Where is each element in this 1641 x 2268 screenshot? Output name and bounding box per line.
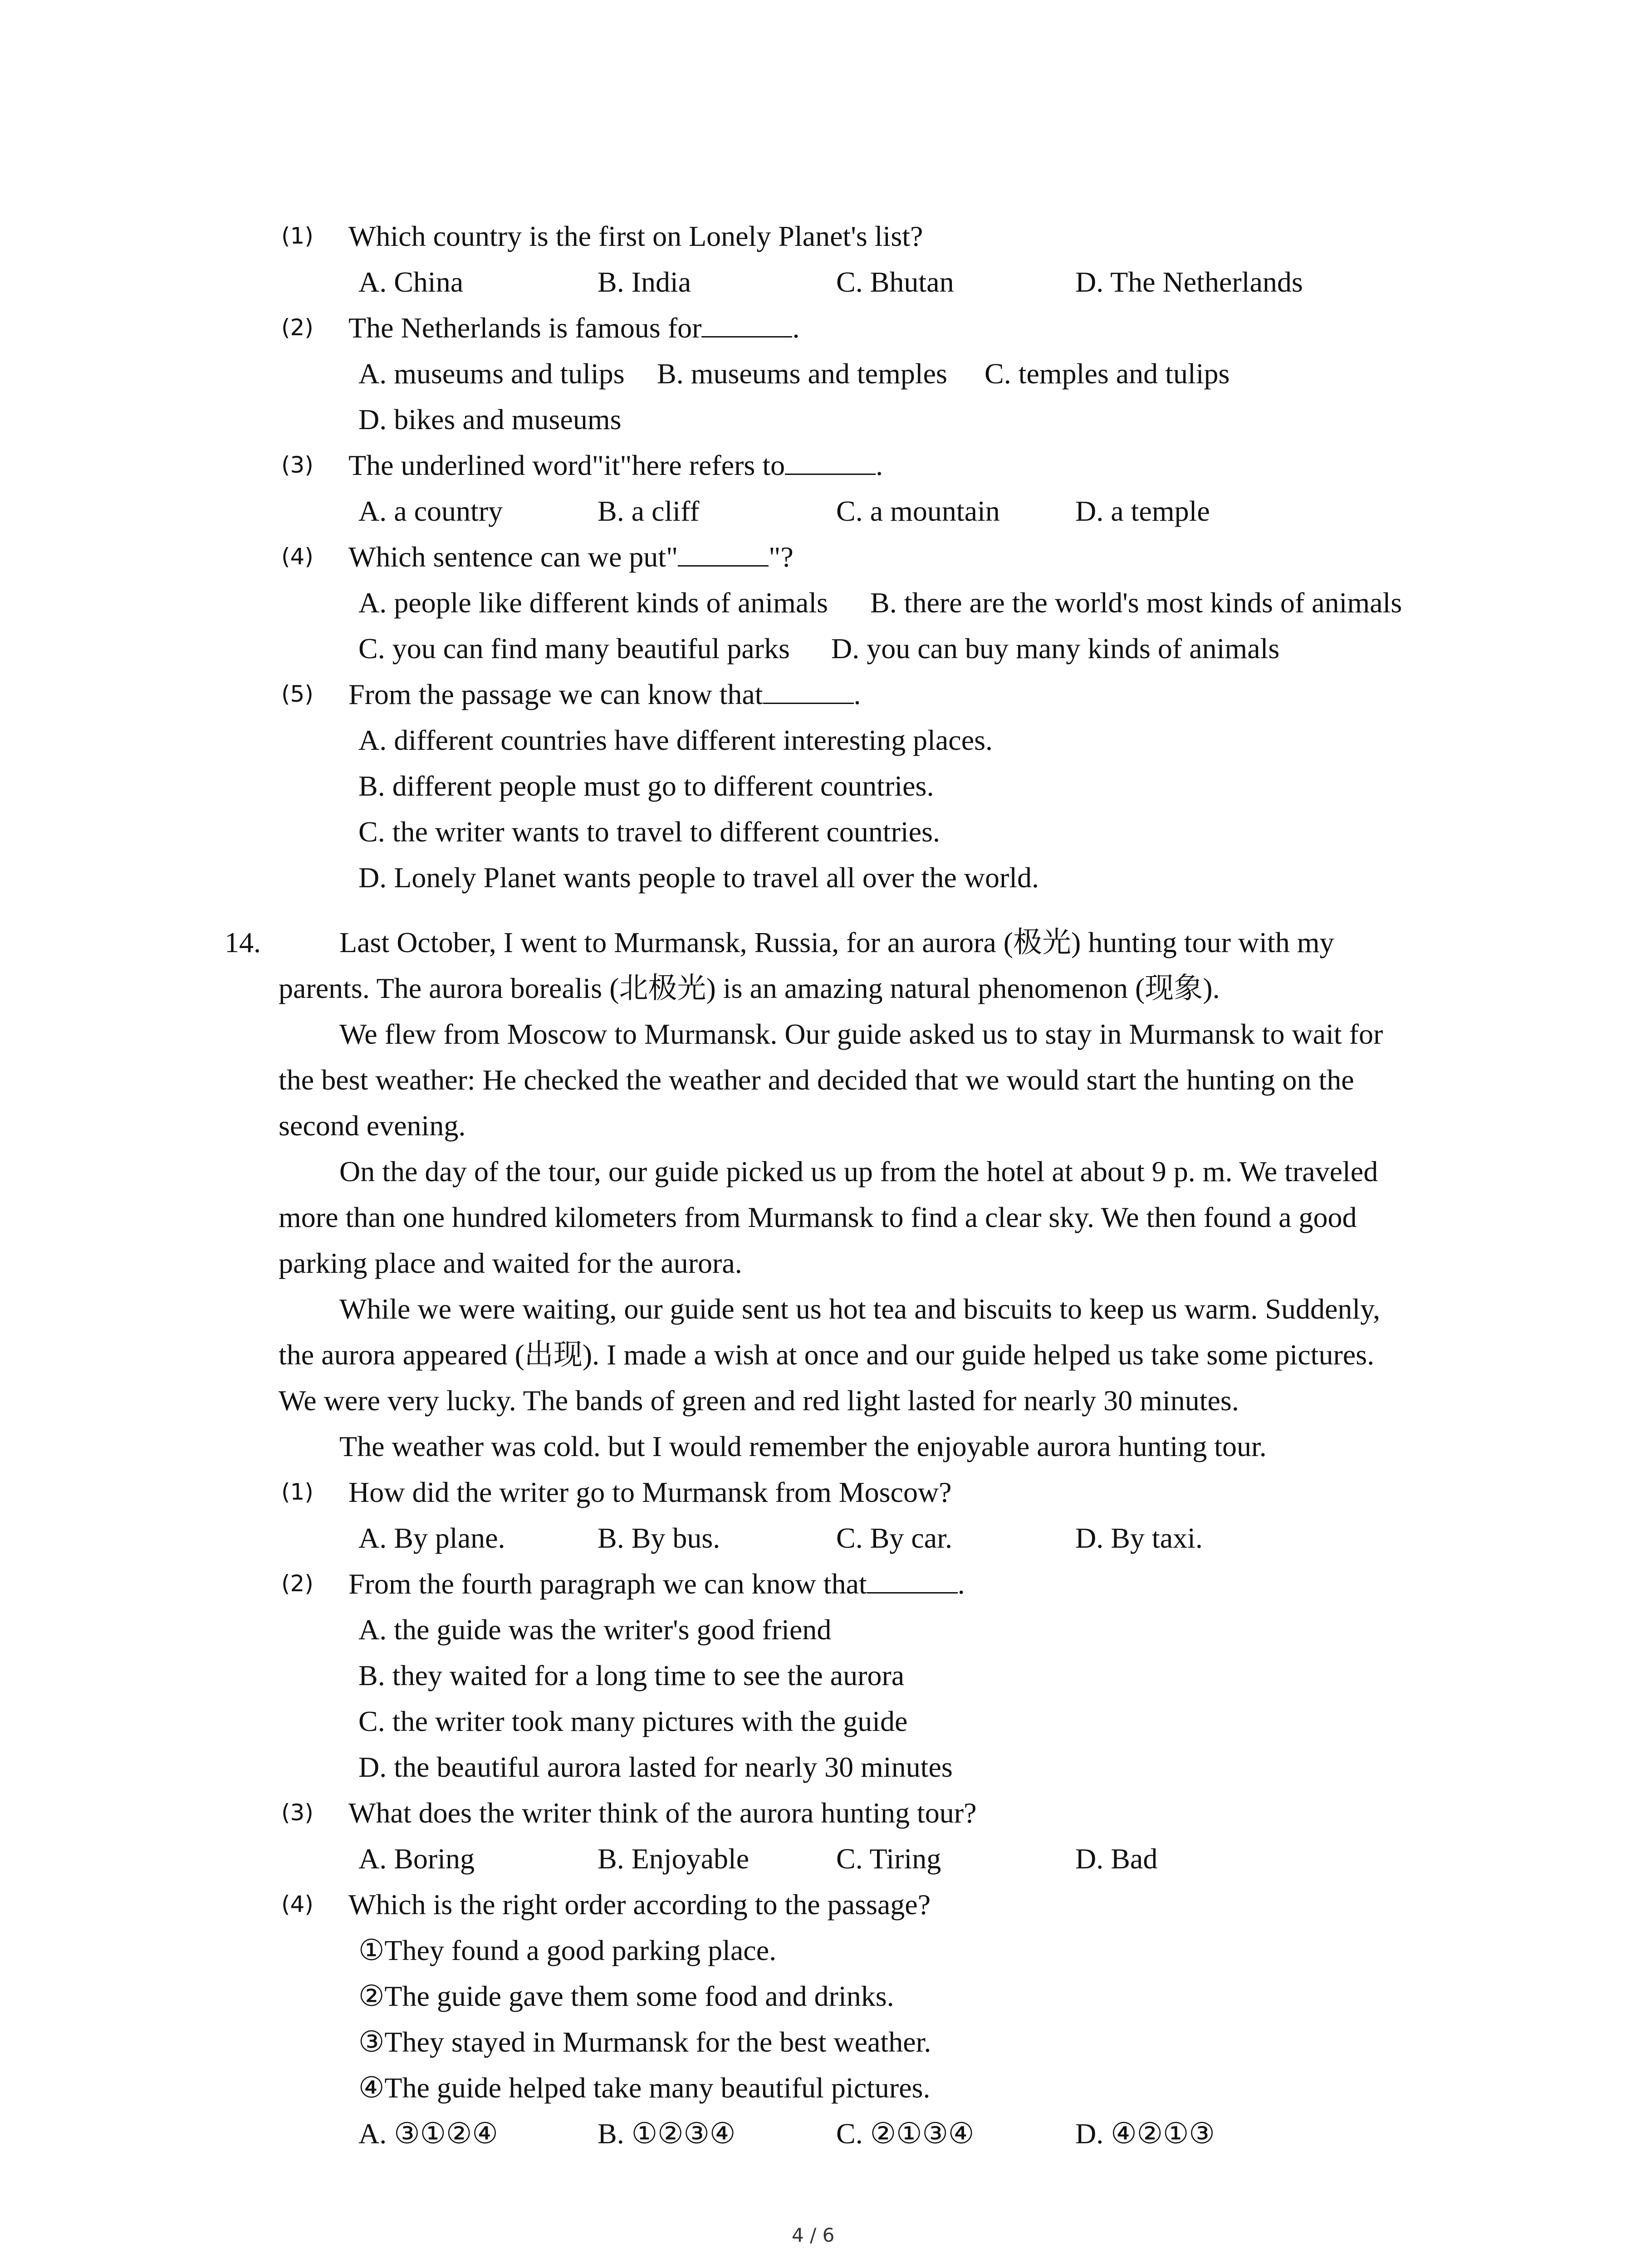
question-text: The Netherlands is famous for . — [348, 312, 800, 344]
passage-line: While we were waiting, our guide sent us hot tea and biscuits to keep us warm. Suddenly, — [339, 1293, 1380, 1325]
answer-blank — [678, 540, 769, 567]
passage-line: the best weather: He checked the weather and decided that we would start the hunting on the — [279, 1064, 1354, 1096]
option-d: D. Bad — [1075, 1843, 1158, 1875]
passage-line: the aurora appeared (出现). I made a wish at once and our guide helped us take some pictures. — [279, 1339, 1375, 1371]
option-c: C. ②①③④ — [836, 2117, 975, 2150]
option-a: A. China — [358, 266, 464, 298]
question-text: The underlined word"it"here refers to . — [348, 449, 883, 481]
option-a: A. By plane. — [358, 1522, 505, 1554]
option-c: C. a mountain — [836, 495, 1000, 527]
option-d: D. The Netherlands — [1075, 266, 1303, 298]
option-c: C. temples and tulips — [985, 357, 1230, 390]
option-b: B. there are the world's most kinds of animals — [870, 587, 1402, 619]
question-text: What does the writer think of the aurora hunting tour? — [348, 1797, 977, 1829]
option-a: A. Boring — [358, 1843, 475, 1875]
question-text: From the fourth paragraph we can know that . — [348, 1568, 965, 1600]
question-14-number: 14. — [225, 926, 261, 958]
passage-line: parking place and waited for the aurora. — [279, 1247, 742, 1279]
option-c: C. Bhutan — [836, 266, 954, 298]
question-number: (3) — [281, 452, 314, 478]
option-b: B. India — [598, 266, 691, 298]
question-number: (3) — [281, 1799, 314, 1826]
order-item: ②The guide gave them some food and drinks. — [358, 1980, 894, 2012]
option-b: B. ①②③④ — [598, 2117, 736, 2150]
question-number: (2) — [281, 1570, 314, 1597]
question-text: How did the writer go to Murmansk from Moscow? — [348, 1476, 952, 1508]
order-item: ①They found a good parking place. — [358, 1934, 777, 1966]
option-d: D. By taxi. — [1075, 1522, 1203, 1554]
option-d: D. bikes and museums — [358, 403, 622, 435]
option-d: D. you can buy many kinds of animals — [831, 632, 1280, 665]
passage-line: We were very lucky. The bands of green and red light lasted for nearly 30 minutes. — [279, 1384, 1239, 1417]
question-number: (1) — [281, 1479, 314, 1505]
option-a: A. the guide was the writer's good friend — [358, 1613, 832, 1646]
question-text: Which is the right order according to the passage? — [348, 1888, 931, 1921]
question-number: (1) — [281, 223, 314, 249]
option-a: A. ③①②④ — [358, 2117, 498, 2150]
option-d: D. ④②①③ — [1075, 2117, 1215, 2150]
option-a: A. a country — [358, 495, 503, 527]
passage-line: parents. The aurora borealis (北极光) is an amazing natural phenomenon (现象). — [279, 972, 1220, 1004]
passage-line: more than one hundred kilometers from Murmansk to find a clear sky. We then found a good — [279, 1201, 1357, 1233]
passage-line: The weather was cold. but I would remember the enjoyable aurora hunting tour. — [339, 1430, 1267, 1462]
passage-line: second evening. — [279, 1110, 466, 1142]
passage-line: Last October, I went to Murmansk, Russia, for an aurora (极光) hunting tour with my — [339, 926, 1334, 958]
question-number: (5) — [281, 681, 314, 707]
option-d: D. Lonely Planet wants people to travel all over the world. — [358, 861, 1039, 894]
question-number: (4) — [281, 1891, 314, 1917]
option-b: B. museums and temples — [657, 357, 947, 390]
option-b: B. different people must go to different countries. — [358, 770, 934, 802]
option-b: B. a cliff — [598, 495, 700, 527]
answer-blank — [701, 311, 792, 337]
option-c: C. the writer wants to travel to different countries. — [358, 816, 940, 848]
option-c: C. you can find many beautiful parks — [358, 632, 790, 665]
answer-blank — [867, 1567, 958, 1593]
option-b: B. Enjoyable — [598, 1843, 749, 1875]
question-text: Which country is the first on Lonely Planet's list? — [348, 220, 923, 252]
answer-blank — [763, 677, 854, 704]
order-item: ③They stayed in Murmansk for the best weather. — [358, 2026, 931, 2058]
option-a: A. people like different kinds of animals — [358, 587, 828, 619]
question-text: Which sentence can we put" "? — [348, 541, 794, 573]
option-a: A. different countries have different interesting places. — [358, 724, 993, 756]
answer-blank — [785, 448, 876, 475]
passage-line: On the day of the tour, our guide picked us up from the hotel at about 9 p. m. We traveled — [339, 1155, 1378, 1188]
option-b: B. they waited for a long time to see the aurora — [358, 1659, 905, 1691]
option-d: D. the beautiful aurora lasted for nearly 30 minutes — [358, 1751, 953, 1783]
option-c: C. By car. — [836, 1522, 952, 1554]
order-item: ④The guide helped take many beautiful pictures. — [358, 2072, 931, 2104]
option-c: C. Tiring — [836, 1843, 941, 1875]
passage-line: We flew from Moscow to Murmansk. Our guide asked us to stay in Murmansk to wait for — [339, 1018, 1383, 1050]
option-d: D. a temple — [1075, 495, 1210, 527]
question-text: From the passage we can know that . — [348, 678, 861, 710]
option-c: C. the writer took many pictures with the guide — [358, 1705, 908, 1737]
option-b: B. By bus. — [598, 1522, 720, 1554]
question-number: (4) — [281, 543, 314, 570]
page-number: 4 / 6 — [792, 2224, 835, 2246]
question-number: (2) — [281, 314, 314, 341]
option-a: A. museums and tulips — [358, 357, 625, 390]
